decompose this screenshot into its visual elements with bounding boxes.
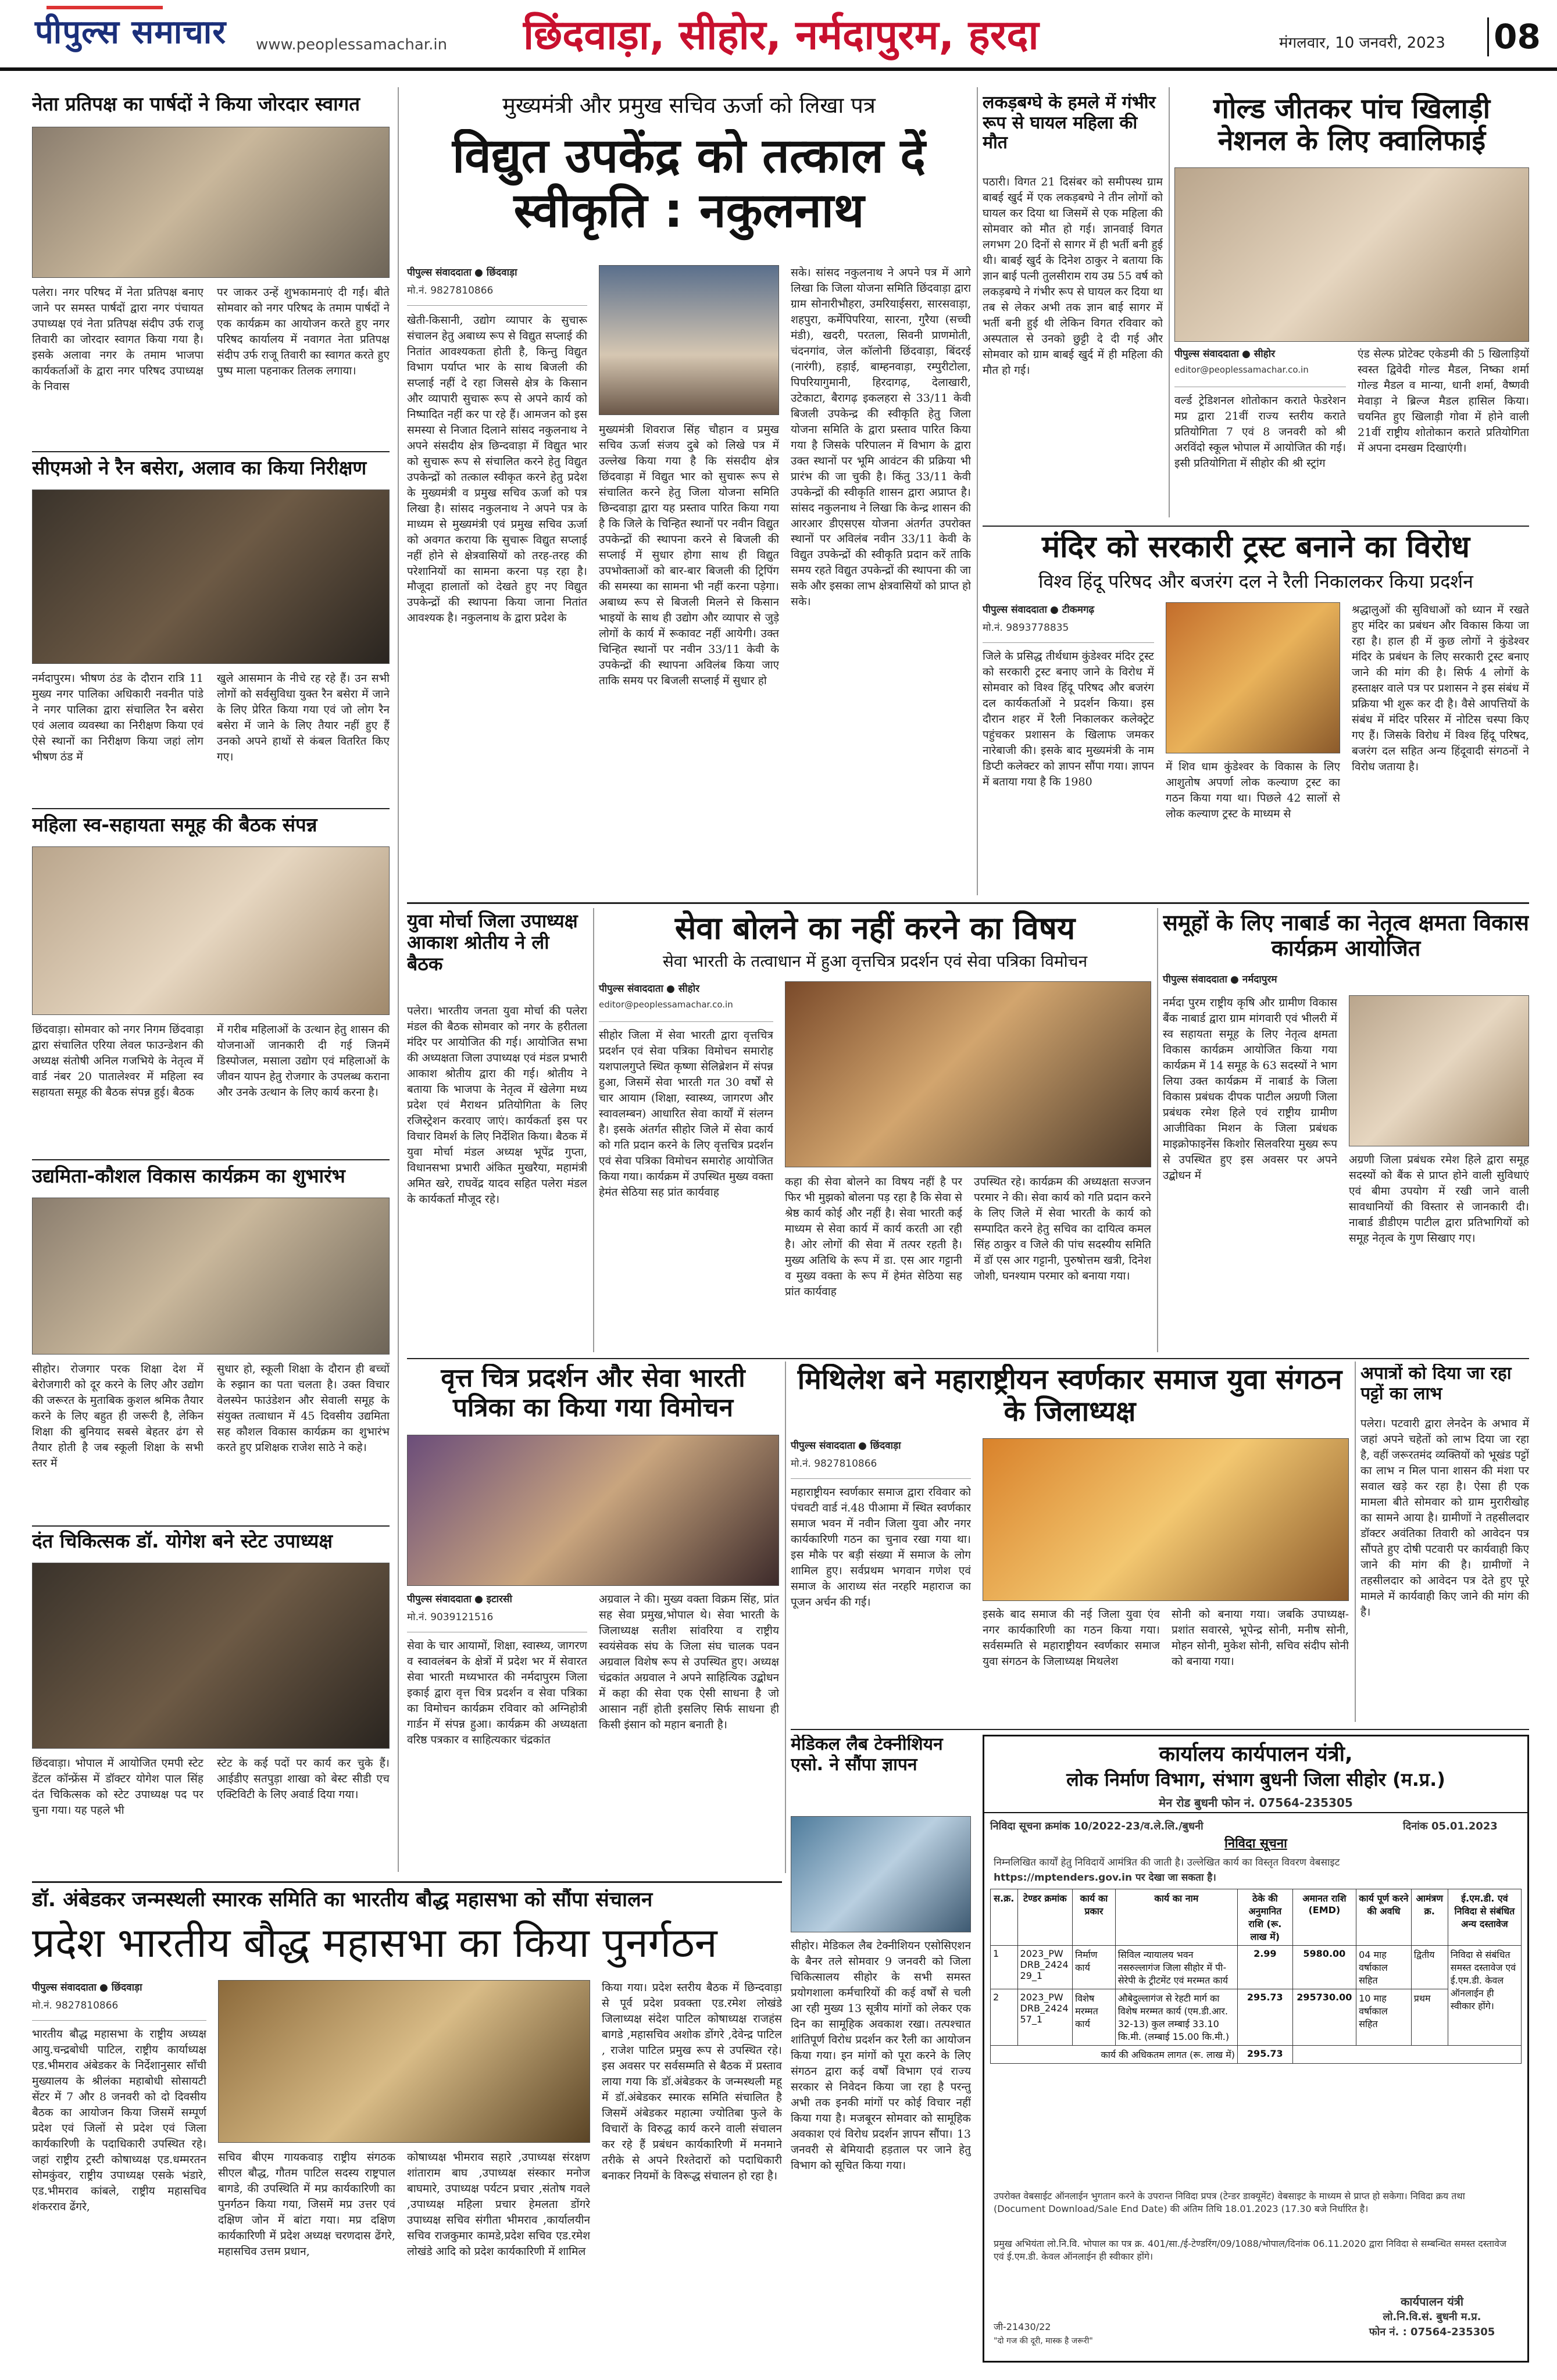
col-1: जिले के प्रसिद्ध तीर्थधाम कुंडेश्वर मंदिर ट्रस्ट को सरकारी ट्रस्ट बनाए जाने के विरोध में सोमवार को विश्व हिंदू परिषद और बजरंग दल कार्यकर्ताओं ने प्रदर्शन किया। इस दौरान शहर में रैली निकालकर कलेक्ट्रेट पहुंचकर प्रशासन के खिलाफ जमकर नारेबाजी की। इसके बाद मुख्यमंत्री के नाम डिप्टी कलेक्टर को ज्ञापन सौंपा गया। ज्ञापन में बताया गया है कि 1980 bbox=[983, 650, 1154, 788]
byline-city: छिंदवाड़ा bbox=[111, 1982, 142, 1993]
body-left: पलेरा। नगर परिषद में नेता प्रतिपक्ष बनाए जाने पर समस्त पार्षदों द्वारा नगर पंचायत उपाध्यक्ष एवं नेता प्रतिपक्ष संदीप उर्फ राजू तिवारी का जोरदार स्वागत किया गया है। इसके अलावा नगर के तमाम भाजपा कार्यकर्ताओं के द्वारा नगर परिषद उपाध्यक्ष के निवास bbox=[32, 286, 203, 393]
byline-city: नर्मदापुरम bbox=[1242, 974, 1277, 985]
byline: पीपुल्स संवाददाता bbox=[1163, 974, 1227, 985]
photo-nabard-meeting bbox=[1349, 995, 1529, 1146]
mobile-number: मो.नं. 9827810866 bbox=[32, 2000, 119, 2011]
story-mithilesh bbox=[791, 1364, 1349, 1724]
body-left: नर्मदापुरम। भीषण ठंड के दौरान रात्रि 11 मुख्य नगर पालिका अधिकारी नवनीत पांडे ने नगर पालिका द्वारा संचालित रैन बसेरा एवं अलाव व्यवस्था का निरीक्षण किया एवं ऐसे स्थानों का निरीक्षण किया जहां लोग भीषण ठंड में bbox=[32, 672, 203, 763]
col-2: अग्रवाल ने की। मुख्य वक्ता विक्रम सिंह, प्रांत सह सेवा प्रमुख,भोपाल थे। सेवा भारती के जिलाध्यक्ष सतीश सांवरिया व राष्ट्रीय स्वयंसेवक संघ के जिला संघ चालक पवन अग्रवाल विशेष रूप से उपस्थित हुए। अध्यक्ष चंद्रकांत अग्रवाल ने अपने साहित्यिक उद्बोधन में कहा की सेवा एक ऐसी साधना है जो आसान नहीं होती इसलिए सिर्फ साधना ही किसी इंसान को महान बनाती है। bbox=[599, 1593, 779, 1731]
byline-block bbox=[32, 1980, 206, 2021]
col-3: उपस्थित रहे। कार्यक्रम की अध्यक्षता सज्जन परमार ने की। सेवा कार्य को गति प्रदान करने के लिए जिले में सेवा भारती के कार्य को सम्पादित करने हेतु सचिव का दायित्व कमल सिंह ठाकुर व जिले की पांच सदस्यीय समिति में डॉ एस आर गट्टानी, पुरुषोत्तम खत्री, दिनेश जोशी, घनश्याम परमार को बनाया गया। bbox=[974, 1175, 1151, 1282]
column-divider bbox=[977, 87, 978, 895]
cell: 2 bbox=[991, 1989, 1018, 2046]
cell: 2.99 bbox=[1238, 1946, 1293, 1989]
photo-itarsi-event bbox=[407, 1435, 779, 1586]
byline-block bbox=[791, 1438, 971, 1479]
tender-notice bbox=[983, 1735, 1529, 2363]
signature-1: कार्यपालन यंत्री bbox=[1400, 2295, 1464, 2308]
body-left: छिंदवाड़ा। सोमवार को नगर निगम छिंदवाड़ा द्वारा संचालित एरिया लेवल फाउन्डेशन की अध्यक्ष संतोषी अनिल गजभिये के नेतृत्व में वार्ड नंबर 20 पातालेश्वर में महिला स्व सहायता समूह की बैठक संपन्न हुई। बैठक bbox=[32, 1023, 203, 1099]
byline-city: सीहोर bbox=[1254, 348, 1276, 360]
photo-dental-conference bbox=[32, 1563, 390, 1749]
rule bbox=[984, 1812, 1527, 1813]
headline: लकड़बग्घे के हमले में गंभीर रूप से घायल महिला की मौत bbox=[983, 93, 1156, 153]
col-1: भारतीय बौद्ध महासभा के राष्ट्रीय अध्यक्ष आयु.चन्द्रबोधी पाटिल, राष्ट्रीय कार्याध्यक्ष एड.भीमराव अंबेडकर के निर्देशानुसार साँची मुख्यालय के श्रीलंका महाबोधी सोसायटी सेंटर में 7 और 8 जनवरी को दो दिवसीय बैठक का आयोजन किया जिसमें सम्पूर्ण प्रदेश एवं जिलों से प्रदेश एवं जिला कार्यकारिणी के पदाधिकारी उपस्थित रहे। जहां राष्ट्रीय ट्रस्टी कोषाध्यक्ष एड.धम्मरतन सोमकुंवर, राष्ट्रीय उपाध्यक्ष एसके भंडारे, एड.भीमराव कांबले, राष्ट्रीय महासचिव शंकरराव ढेंगरे, bbox=[32, 2028, 206, 2213]
headline: अपात्रों को दिया जा रहा पट्टों का लाभ bbox=[1360, 1364, 1512, 1404]
masthead-tagline bbox=[47, 6, 163, 9]
story-dant bbox=[32, 1530, 390, 1877]
headline: मेडिकल लैब टेक्नीशियन एसो. ने सौंपा ज्ञापन bbox=[791, 1735, 943, 1775]
col-2: में शिव धाम कुंडेश्वर के विकास के लिए आशुतोष अपर्णा लोक कल्याण ट्रस्ट का गठन किया गया था। पिछले 42 सालों से लोक कल्याण ट्रस्ट के माध्यम से bbox=[1166, 760, 1340, 820]
col-2: एंड सेल्फ प्रोटेक्ट एकेडमी की 5 खिलाड़ियों स्वस्त द्विवेदी गोल्ड मैडल, निष्का शर्मा गोल्ड मैडल व मान्या, धानी शर्मा, वैष्णवी मेवाड़ा ने ब्रिल्ज मैडल हासिल किया। चयनित हुए खिलाड़ी गोवा में होने वाली 21वीं राष्ट्रीय शोतोकान कराते प्रतियोगिता में अपना दमखम दिखाएंगी। bbox=[1358, 348, 1529, 455]
col-2: कहा की सेवा बोलने का विषय नहीं है पर फिर भी मुझको बोलना पड़ रहा है कि सेवा से श्रेष्ठ कार्य कोई और नहीं है। सेवा भारती कई माध्यम से सेवा कार्य में कार्य करती आ रही है। ओर लोगों की सेवा में तत्पर रहती है। मुख्य अतिथि के रूप में डा. एस आर गट्टानी व मुख्य वक्ता के रूप में हेमंत सेठिया सह प्रांत कार्यवाह bbox=[785, 1175, 962, 1298]
byline: पीपुल्स संवाददाता bbox=[1174, 348, 1239, 360]
header-cell: आमंत्रण क्र. bbox=[1411, 1889, 1448, 1946]
byline-dot: ● bbox=[1050, 604, 1062, 616]
headline: गोल्ड जीतकर पांच खिलाड़ी नेशनल के लिए क्वालिफाई bbox=[1213, 93, 1491, 158]
header-cell: अमानत राशि (EMD) bbox=[1292, 1889, 1356, 1946]
byline-dot: ● bbox=[666, 983, 678, 995]
headline: युवा मोर्चा जिला उपाध्यक्ष आकाश श्रोतीय ने ली बैठक bbox=[407, 910, 578, 975]
divider bbox=[32, 1525, 390, 1527]
body: पलेरा। पटवारी द्वारा लेनदेन के अभाव में जहां अपने चहेतों को लाभ दिया जा रहा है, वहीं जरूरतमंद व्यक्तियों को भूखंड पट्टों का लाभ न मिल पाना शासन की मंशा पर सवाल खड़े कर रहा है। ऐसा ही एक मामला बीते सोमवार को ग्राम मुरारीखोह का सामने आया है। ग्रामीणों ने तहसीलदार डॉक्टर अवंतिका तिवारी को आवेदन पत्र सौंपते हुए दोषी पटवारी पर कार्यवाही किए जाने की मांग की है। ग्रामीणों ने तहसीलदार को आवेदन पत्र देते हुए पूरे मामले में कार्यवाही किए जाने की मांग की है। bbox=[1360, 1417, 1529, 1618]
byline-city: टीकमगढ़ bbox=[1062, 604, 1095, 616]
story-aparadh bbox=[1360, 1364, 1529, 1724]
kicker: डॉ. अंबेडकर जन्मस्थली स्मारक समिति का भारतीय बौद्ध महासभा को सौंपा संचालन bbox=[32, 1888, 653, 1911]
cell: 2023_PWDRB_242457_1 bbox=[1017, 1989, 1073, 2046]
photo-night-shelter bbox=[32, 489, 390, 664]
notice-url: https://mptenders.gov.in पर देखा जा सकता है। bbox=[994, 1872, 1216, 1884]
header-cell: कार्य का प्रकार bbox=[1073, 1889, 1116, 1946]
body-right: पर जाकर उन्हें शुभकामनाएं दी गईं। बीते सोमवार को नगर परिषद के तमाम पार्षदों ने एक कार्यक्रम का आयोजन करते हुए नगर परिषद कार्यालय में नवागत नेता प्रतिपक्ष संदीप उर्फ राजू तिवारी का स्वागत करते हुए पुष्प माला पहनाकर तिलक लगाया। bbox=[217, 286, 390, 377]
column-divider bbox=[1355, 1361, 1356, 1722]
cell: निर्माण कार्य bbox=[1073, 1946, 1116, 1989]
photo-buddhist-meeting bbox=[218, 1980, 590, 2143]
byline-block bbox=[407, 265, 587, 306]
photo-women-group bbox=[32, 846, 390, 1015]
email: editor@peoplessamachar.co.in bbox=[1174, 364, 1309, 375]
col-2: इसके बाद समाज की नई जिला युवा एंव नगर कार्यकारिणी का गठन किया गया। सर्वसम्मति से महाराष्ट्रीयन स्वर्णकार समाज युवा संगठन के जिलाध्यक्ष मिथलेश bbox=[983, 1608, 1160, 1668]
headline: मंदिर को सरकारी ट्रस्ट बनाने का विरोध bbox=[1041, 530, 1470, 564]
byline-block bbox=[599, 981, 773, 1022]
byline-block bbox=[1174, 346, 1346, 387]
byline-city: इटारसी bbox=[486, 1593, 512, 1605]
byline: पीपुल्स संवाददाता bbox=[791, 1440, 855, 1452]
byline-block bbox=[1163, 972, 1529, 989]
headline: महिला स्व-सहायता समूह की बैठक संपन्न bbox=[32, 814, 317, 836]
header-cell: कार्य का नाम bbox=[1115, 1889, 1237, 1946]
col-1: वर्ल्ड ट्रेडिशनल शोतोकान कराते फेडरेशन मप्र द्वारा 21वीं राज्य स्तरीय कराते प्रतियोगिता 7 एवं 8 जनवरी को श्री अरविंदो स्कूल भोपाल में आयोजित की गई। इसी प्रतियोगिता में सीहोर की श्री स्ट्रांग bbox=[1174, 394, 1346, 470]
subhead: सेवा भारती के तत्वाधान में हुआ वृत्तचित्र प्रदर्शन एवं सेवा पत्रिका विमोचन bbox=[662, 952, 1088, 971]
divider bbox=[407, 902, 1529, 904]
divider bbox=[791, 1729, 1529, 1730]
story-cmo bbox=[32, 457, 390, 806]
story-parshad bbox=[32, 93, 390, 449]
headline: सेवा बोलने का नहीं करने का विषय bbox=[674, 910, 1076, 946]
table-total-row bbox=[991, 2046, 1522, 2064]
col-4: किया गया। प्रदेश स्तरीय बैठक में छिन्दवाड़ा से पूर्व प्रदेश प्रवक्ता एड.रमेश लोखंडे जिलाध्यक्ष संदेश पाटिल कोषाध्यक्ष राजहंस बागडे ,महासचिव अशोक डोंगरे ,देवेन्द्र पाटिल , राजेश पाटिल प्रमुख रूप से उपस्थित रहे। इस अवसर पर सर्वसम्मति से बैठक में प्रस्ताव लाया गया कि डॉ.अंबेडकर के जन्मस्थली महू में डॉ.अंबेडकर स्मारक समिति संचालित है जिसमें अंबेडकर महात्मा ज्योतिबा फुले के विचारों के विरुद्ध कार्य करने वाली संचालन कर रहे हैं प्रबंधन कार्यकारिणी में मनमाने तरीके से अपने रिश्तेदारों को पदाधिकारी बनाकर नियमों के विरूद्ध संचालन हो रहा है। bbox=[602, 1981, 782, 2182]
story-nabard bbox=[1163, 910, 1529, 1352]
photo-skill-program bbox=[32, 1198, 390, 1355]
mobile-number: मो.नं. 9039121516 bbox=[407, 1611, 494, 1623]
divider bbox=[32, 1159, 390, 1160]
photo-samaj-members bbox=[983, 1438, 1349, 1601]
notice-date: दिनांक 05.01.2023 bbox=[1403, 1820, 1498, 1832]
photo-lab-technicians bbox=[791, 1816, 971, 1932]
cell: सिविल न्यायालय भवन नसरुल्लागंज जिला सीहोर में पी-सेरेपी के ट्रीटमेंट एवं मरम्मत कार्य bbox=[1115, 1946, 1237, 1989]
headline: मिथिलेश बने महाराष्ट्रीयन स्वर्णकार समाज युवा संगठन के जिलाध्यक्ष bbox=[797, 1364, 1342, 1428]
byline: पीपुल्स संवाददाता bbox=[407, 267, 472, 278]
story-ambedkar bbox=[32, 1888, 782, 2359]
divider bbox=[32, 451, 390, 452]
divider bbox=[32, 1881, 782, 1883]
byline-block bbox=[407, 1592, 587, 1632]
headline: नेता प्रतिपक्ष का पार्षदों ने किया जोरदार स्वागत bbox=[32, 93, 360, 115]
table-row bbox=[991, 1989, 1522, 2046]
byline-dot: ● bbox=[474, 267, 487, 278]
story-yuva bbox=[407, 910, 587, 1352]
mobile-number: मो.नं. 9893778835 bbox=[983, 622, 1069, 634]
col-3: कोषाध्यक्ष भीमराव सहारे ,उपाध्यक्ष संरक्षण शांताराम बाघ ,उपाध्यक्ष संस्कार मनोज बाघमारे, उपाध्यक्ष पर्यटन प्रचार ,संतोष गवले ,उपाध्यक्ष महिला प्रचार हेमलता डोंगरे उपाध्यक्ष सचिव संगीता भीमराव ,कार्यालयीन सचिव राजकुमार कामडे,प्रदेश सचिव एड.रमेश लोखंडे आदि को प्रदेश कार्यकारिणी में शामिल bbox=[407, 2151, 590, 2258]
cell: 1 bbox=[991, 1946, 1018, 1989]
cell: विशेष मरम्मत कार्य bbox=[1073, 1989, 1116, 2046]
story-udyamita bbox=[32, 1165, 390, 1523]
mobile-number: मो.नं. 9827810866 bbox=[407, 285, 494, 296]
body-left: छिंदवाड़ा। भोपाल में आयोजित एमपी स्टेट डेंटल कॉन्फ्रेंस में डॉक्टर योगेश पाल सिंह दंत चिकित्सक को स्टेट उपाध्यक्ष पद पर चुना गया। यह पहले भी bbox=[32, 1757, 203, 1817]
mobile-number: मो.नं. 9827810866 bbox=[791, 1458, 877, 1470]
signature-3: फोन नं. : 07564-235305 bbox=[1369, 2326, 1495, 2338]
body-right: सुधार हो, स्कूली शिक्षा के दौरान ही बच्चों के रुझान का पता चलता है। उक्त विचार वेलस्पेन फाउंडेशन और सेवाली समूह के संयुक्त तत्वाधान में 45 दिवसीय उद्यमिता सह कौशल विकास कार्यक्रम का शुभारंभ करते हुए प्रशिक्षक राजेश साठे ने कहे। bbox=[217, 1363, 390, 1454]
tender-table-header bbox=[991, 1889, 1522, 1946]
byline-dot: ● bbox=[1230, 974, 1242, 985]
col-2: सचिव बीएम गायकवाड़ राष्ट्रीय संगठक सीएल बौद्ध, गौतम पाटिल सदस्य राष्ट्रपाल बागडे, की उपस्थिति में मप्र कार्यकारिणी का पुनर्गठन किया गया, जिसमें मप्र उत्तर एवं दक्षिण जोन में बांटा गया। मप्र दक्षिण कार्यकारिणी में प्रदेश अध्यक्ष चरणदास ढेंगरे, महासचिव उत्तम प्रधान, bbox=[218, 2151, 395, 2258]
cell: 5980.00 bbox=[1292, 1946, 1356, 1989]
email: editor@peoplessamachar.co.in bbox=[599, 999, 733, 1010]
col-3: श्रद्धालुओं की सुविधाओं को ध्यान में रखते हुए मंदिर का प्रबंधन और विकास किया जा रहा है। हाल ही में कुछ लोगों ने कुंडेश्वर मंदिर के प्रबंधन के लिए सरकारी ट्रस्ट बनाए जाने की मांग की है। सिर्फ 4 लोगों के हस्ताक्षर वाले पत्र पर प्रशासन ने इस संबंध में प्रक्रिया भी शुरू कर दी है। वैसे आपत्तियों के संबंध में मंदिर परिसर में नोटिस चस्पा किए गए हैं। जिसके विरोध में विश्व हिंदू परिषद, बजरंग दल सहित अन्य हिंदूवादी संगठनों ने विरोध जताया है। bbox=[1352, 603, 1529, 773]
cell: निविदा से संबंधित समस्त दस्तावेज एवं ई.एम.डी. केवल ऑनलाईन ही स्वीकार होंगे। bbox=[1448, 1946, 1521, 2046]
masthead bbox=[0, 0, 1557, 71]
headline: सीएमओ ने रैन बसेरा, अलाव का किया निरीक्षण bbox=[32, 457, 367, 479]
col-1: खेती-किसानी, उद्योग व्यापार के सुचारू संचालन हेतु अबाध्य रूप से विद्युत सप्लाई की नितांत आवश्यकता होती है, किन्तु विद्युत विभाग पर्याप्त भार के साथ बिजली की सप्लाई नहीं दे रहा जिससे क्षेत्र के किसान और व्यापारी सुचारू रूप से अपने कार्य को निष्पादित नहीं कर पा रहे हैं। आमजन को इस समस्या से निजात दिलाने सांसद नकुलनाथ ने अपने संसदीय क्षेत्र छिन्दवाड़ा में विद्युत भार को सुचारू रूप से संचालित करने हेतु विद्युत उपकेन्द्रों को तत्काल स्वीकृत करने हेतु प्रदेश के मुख्यमंत्री व प्रमुख सचिव ऊर्जा को पत्र लिखा है। सांसद नकुलनाथ ने अपने पत्र के माध्यम से मुख्यमंत्री एवं प्रमुख सचिव ऊर्जा को अवगत कराया कि सुचारू विद्युत सप्लाई नहीं होने से क्षेत्रवासियों को तरह-तरह की परेशानियों का सामना करना पड़ रहा है। मौजूदा हालातों को देखते हुए नए विद्युत उपकेन्द्रों की स्थापना किया जाना नितांत आवश्यक है। नकुलनाथ के द्वारा प्रदेश के bbox=[407, 314, 587, 625]
body-left: सीहोर। रोजगार परक शिक्षा देश में बेरोजगारी को दूर करने के लिए और उद्योग की जरूरत के मुताबिक कुशल श्रमिक तैयार करने के लिए बहुत ही जरूरी है, लेकिन शिक्षा की बुनियाद सबसे बेहतर ढंग से तैयार होती है जब स्कूली शिक्षा के सभी स्तर में bbox=[32, 1363, 203, 1470]
subhead: विश्व हिंदू परिषद और बजरंग दल ने रैली निकालकर किया प्रदर्शन bbox=[1038, 571, 1473, 592]
body-right: खुले आसमान के नीचे रह रहे हैं। उन सभी लोगों को सर्वसुविधा युक्त रैन बसेरा में जाने के लिए प्रेरित किया गया एवं जो लोग रैन बसेरा में जाने के लिए तैयार नहीं हुए हैं उनको अपने हाथों से कंबल वितरित किए गए। bbox=[217, 672, 390, 763]
col-1: महाराष्ट्रीयन स्वर्णकार समाज द्वारा रविवार को पंचवटी वार्ड नं.48 पीआमा में स्थित स्वर्णकार समाज भवन में नवीन जिला युवा और नगर कार्यकारिणी गठन का चुनाव रखा गया था। इस मौके पर बड़ी संख्या में समाज के लोग शामिल हुए। सर्वप्रथम भगवान गणेश एवं समाज के आराध्य संत नरहरि महाराज का पूजन अर्चन की गई। bbox=[791, 1486, 971, 1609]
header-cell: कार्य पूर्ण करने की अवधि bbox=[1356, 1889, 1412, 1946]
photo-nakulnath bbox=[599, 265, 779, 415]
cell: 04 माह वर्षाकाल सहित bbox=[1356, 1946, 1412, 1989]
cell: प्रथम bbox=[1411, 1989, 1448, 2046]
story-mandir bbox=[983, 530, 1529, 895]
headline: समूहों के लिए नाबार्ड का नेतृत्व क्षमता विकास कार्यक्रम आयोजित bbox=[1163, 910, 1529, 961]
cell: औबेदुल्लागंज से रेहटी मार्ग का विशेष मरम्मत कार्य (एम.डी.आर. 32-13) कुल लम्बाई 33.10 कि.मी. (लम्बाई 15.00 कि.मी.) bbox=[1115, 1989, 1237, 2046]
cell: 295.73 bbox=[1238, 1989, 1293, 2046]
tender-table bbox=[990, 1889, 1522, 2064]
byline-dot: ● bbox=[1242, 348, 1254, 360]
empty-cell bbox=[1292, 2046, 1521, 2064]
byline: पीपुल्स संवाददाता bbox=[983, 604, 1047, 616]
page-number: 08 bbox=[1487, 17, 1545, 56]
signature-2: लो.नि.वि.सं. बुधनी म.प्र. bbox=[1383, 2311, 1481, 2323]
body: सीहोर। मेडिकल लैब टेक्नीशियन एसोसिएशन के बैनर तले सोमवार 9 जनवरी को जिला चिकित्सालय सीहोर के सभी समस्त प्रयोगशाला कर्मचारियों की कई वर्षों से चली आ रही मुख्य 13 सूत्रीय मांगों को लेकर एक दिन का सामूहिक अवकाश रखा। तत्पश्चात शांतिपूर्ण विरोध प्रदर्शन कर रैली का आयोजन किया गया। इन मांगों को पूरा करने के लिए संगठन द्वारा कई वर्षों विभाग एवं राज्य सरकार से निवेदन किया जा रहा है परन्तु अभी तक इनकी मांगों पर कोई विचार नहीं किया गया है। मजबूरन सोमवार को सामूहिक अवकाश एवं विरोध प्रदर्शन ज्ञापन सौंपा। 13 जनवरी से बेमियादी हड़ताल पर जाने हेतु विभाग को सूचित किया गया। bbox=[791, 1939, 971, 2172]
office-line2: लोक निर्माण विभाग, संभाग बुधनी जिला सीहोर (म.प्र.) bbox=[1066, 1768, 1445, 1791]
photo-karate-players bbox=[1174, 167, 1529, 342]
total-label: कार्य की अधिकतम लागत (रू. लाख में) bbox=[991, 2046, 1238, 2064]
office-line1: कार्यालय कार्यपालन यंत्री, bbox=[1159, 1742, 1353, 1766]
col-3: सोनी को बनाया गया। जबकि उपाध्यक्ष-प्रशांत सवारसे, भूपेन्द्र सोनी, मनीष सोनी, मोहन सोनी, मुकेश सोनी, सचिव संदीप सोनी को बनाया गया। bbox=[1172, 1608, 1349, 1668]
story-vidyut bbox=[407, 93, 971, 895]
divider bbox=[407, 1358, 1529, 1359]
byline: पीपुल्स संवाददाता bbox=[407, 1593, 472, 1605]
column-divider bbox=[785, 1361, 786, 1873]
photo-parshad-welcome bbox=[32, 127, 390, 278]
story-medical bbox=[791, 1735, 971, 2357]
cell: 2023_PWDRB_242429_1 bbox=[1017, 1946, 1073, 1989]
headline: उद्यमिता-कौशल विकास कार्यक्रम का शुभारंभ bbox=[32, 1165, 345, 1187]
headline: विद्युत उपकेंद्र को तत्काल दें स्वीकृति : नकुलनाथ bbox=[452, 129, 926, 239]
issue-date: मंगलवार, 10 जनवरी, 2023 bbox=[1279, 34, 1445, 52]
cell: द्वितीय bbox=[1411, 1946, 1448, 1989]
header-cell: स.क्र. bbox=[991, 1889, 1018, 1946]
col-2: मुख्यमंत्री शिवराज सिंह चौहान व प्रमुख सचिव ऊर्जा संजय दुबे को लिखे पत्र में उल्लेख किया गया है कि संसदीय क्षेत्र छिंदवाड़ा में विद्युत भार को सुचारू रूप से संचालित करने हेतु जिला योजना समिति छिन्दवाड़ा द्वारा यह प्रस्ताव पारित किया गया है कि जिले के चिन्हित स्थानों पर नवीन विद्युत उपकेन्द्रों की स्थापना करने से बिजली की सप्लाई में सुधार होगा साथ ही विद्युत उपभोक्ताओं को बार-बार बिजली की ट्रिपिंग की समस्या का सामना भी नहीं करना पड़ेगा। अबाध्य रूप से बिजली मिलने से किसान भाइयों के साथ ही उद्योग और व्यापार से जुड़े लोगों के कार्य में रूकावट नहीं आयेगी। उक्त चिन्हित स्थानों पर नवीन 33/11 केवी के उपकेन्द्रों की स्थापना अविलंब किया जाए ताकि समय पर बिजली सप्लाई में सुधार हो bbox=[599, 423, 779, 687]
col-1: नर्मदा पुरम राष्ट्रीय कृषि और ग्रामीण विकास बैंक नाबार्ड द्वारा ग्राम मांगवारी एवं भीलरी में स्व सहायता समूह के लिए नेतृत्व क्षमता विकास कार्यक्रम आयोजित किया गया कार्यक्रम में 14 समूह के 63 सदस्यों ने भाग लिया उक्त कार्यक्रम में नाबार्ड के जिला विकास प्रबंधक दीपक पाटील अग्रणी जिला प्रबंधक रमेश हिले एवं राष्ट्रीय ग्रामीण आजीविका मिशन के जिला प्रबंधक माइक्रोफाइनेंस किशोर सिलवरिया मुख्य रूप से उपस्थित हुए इस अवसर पर अपने उद्बोधन में bbox=[1163, 996, 1337, 1182]
body: पठारी। विगत 21 दिसंबर को समीपस्थ ग्राम बाबई खुर्द में एक लकड़बग्घे ने तीन लोगों को घायल कर दिया था जिसमें से एक महिला की सोमवार को मौत हो गई। ज्ञानवाई विगत लगभग 20 दिनों से सागर में ही भर्ती बनी हुई थी। बाबई खुर्द के दिनेश ठाकुर ने बताया कि ज्ञान बाई पत्नी तुलसीराम राय उम्र 55 वर्ष को लकड़बग्घे ने गंभीर रूप से घायल कर दिया था तब से लेकर अभी तक ज्ञान बाई सागर में भर्ती बनी हुई थी लेकिन विगत रविवार को अस्पताल से उनको छुट्टी दे दी गई और सोमवार को ग्राम बाबई खुर्द में ही महिला की मौत हो गई। bbox=[983, 176, 1163, 377]
story-vrutta bbox=[407, 1364, 779, 1875]
byline-dot: ● bbox=[474, 1593, 487, 1605]
body-right: स्टेट के कई पदों पर कार्य कर चुके हैं। आईडीए सतपुड़ा शाखा को बेस्ट सीडी एच एक्टिविटी के लिए अवार्ड दिया गया। bbox=[217, 1757, 390, 1801]
newspaper-logo: पीपुल्स समाचार bbox=[35, 13, 227, 51]
body: पलेरा। भारतीय जनता युवा मोर्चा की पलेरा मंडल की बैठक सोमवार को नगर के हरीतला मंदिर पर आयोजित की गई। आयोजित सभा की अध्यक्षता जिला उपाध्यक्ष एवं मंडल प्रभारी आकाश श्रोतीय द्वारा की गई। श्रोतीय ने बताया कि भाजपा के नेतृत्व में खेलेगा मध्य प्रदेश एवं मैराथन प्रतियोगिता के लिए रजिस्ट्रेशन करवाए जाएं। कार्यकर्ता इस पर विचार विमर्श के लिए निर्देशित किया। बैठक में युवा मोर्चा मंडल अध्यक्ष भूपेंद्र गुप्ता, विधानसभा प्रभारी अंकित मुखरैया, महामंत्री अमित खरे, राघवेंद्र यादव सहित पलेरा मंडल के कार्यकर्ता मौजूद रहे। bbox=[407, 1005, 587, 1206]
notice-title: निविदा सूचना bbox=[1224, 1836, 1287, 1851]
byline-dot: ● bbox=[858, 1440, 870, 1452]
total-value: 295.73 bbox=[1238, 2046, 1293, 2064]
byline-dot: ● bbox=[99, 1982, 112, 1993]
divider bbox=[32, 808, 390, 809]
col-2: अग्रणी जिला प्रबंधक रमेश हिले द्वारा समूह सदस्यों को बैंक से प्राप्त होने वाली सुविधाएं एवं बीमा उपयोग में रखी जाने वाली सावधानियों की विस्तार से जानकारी दी। नाबार्ड डीडीएम पाटील द्वारा प्रतिभागियों को समूह नेतृत्व के गुण सिखाए गए। bbox=[1349, 1153, 1529, 1245]
byline: पीपुल्स संवाददाता bbox=[599, 983, 663, 995]
notice-number: निविदा सूचना क्रमांक 10/2022-23/व.ले.लि./बुधनी bbox=[990, 1820, 1204, 1832]
ref-number: जी-21430/22 bbox=[994, 2321, 1051, 2332]
headline: प्रदेश भारतीय बौद्ध महासभा का किया पुनर्गठन bbox=[32, 1920, 717, 1967]
story-lakadbaghe bbox=[983, 93, 1163, 523]
footer-note-2: प्रमुख अभियंता लो.नि.वि. भोपाल का पत्र क्र. 401/सा./ई-टेण्डरिंग/09/1088/भोपाल/दिनांक 06.11.2020 द्वारा निविदा से सम्बन्धित समस्त दस्तावेज एवं ई.एम.डी. केवल ऑनलाईन ही स्वीकार होंगे। bbox=[994, 2238, 1506, 2263]
headline: वृत्त चित्र प्रदर्शन और सेवा भारती पत्रिका का किया गया विमोचन bbox=[441, 1364, 745, 1423]
byline: पीपुल्स संवाददाता bbox=[32, 1982, 97, 1993]
cell: 295730.00 bbox=[1292, 1989, 1356, 2046]
photo-protest-rally bbox=[1166, 602, 1340, 753]
body-right: में गरीब महिलाओं के उत्थान हेतु शासन की योजनाओं जानकारी दी गई जिनमें डिस्पोजल, मसाला उद्योग एवं महिलाओं के जीवन यापन हेतु रोजगार के उपलब्ध कराना और उनके उत्थान के लिए कार्य करना है। bbox=[217, 1023, 390, 1099]
column-divider bbox=[593, 908, 594, 1352]
story-seva bbox=[599, 910, 1151, 1352]
cell: 10 माह वर्षाकाल सहित bbox=[1356, 1989, 1412, 2046]
story-mahila bbox=[32, 814, 390, 1157]
col-1: सीहोर जिला में सेवा भारती द्वारा वृत्तचित्र प्रदर्शन एवं सेवा पत्रिका विमोचन समारोह यशपालगुप्ते स्थित कृष्णा सेलिब्रेशन में संपन्न हुआ, जिसमें सेवा भारती गत 30 वर्षों से चार आयाम (शिक्षा, स्वास्थ्य, जागरण और स्वावलम्बन) आधारित सेवा कार्यों में संलग्न है। इसके अंतर्गत सीहोर जिले में सेवा कार्य को गति प्रदान करने के लिए वृत्तचित्र प्रदर्शन एवं सेवा पत्रिका विमोचन समारोह आयोजित किया गया। कार्यक्रम में उपस्थित मुख्य वक्ता हेमंत सेठिया सह प्रांत कार्यवाह bbox=[599, 1029, 773, 1199]
header-cell: ठेके की अनुमानित राशि (रू. लाख में) bbox=[1238, 1889, 1293, 1946]
office-address: मेन रोड बुधनी फोन नं. 07564-235305 bbox=[1159, 1796, 1353, 1810]
footer-note-1: उपरोक्त वेबसाईट ऑनलाईन भुगतान करने के उपरान्त निविदा प्रपत्र (टेन्डर डाक्यूमेंट) वेबसाइट के माध्यम से प्राप्त हो सकेगा। निविदा क्रय तथा (Document Download/Sale End Date) की अंतिम तिथि 18.01.2023 (17.30 बजे निर्धारित है। bbox=[994, 2190, 1465, 2215]
headline: दंत चिकित्सक डॉ. योगेश बने स्टेट उपाध्यक्ष bbox=[32, 1530, 333, 1552]
column-divider bbox=[1169, 87, 1170, 517]
header-cell: ई.एम.डी. एवं निविदा से संबंधित अन्य दस्तावेज bbox=[1448, 1889, 1521, 1946]
header-cell: टेण्डर क्रमांक bbox=[1017, 1889, 1073, 1946]
col-3: सके। सांसद नकुलनाथ ने अपने पत्र में आगे लिखा कि जिला योजना समिति छिंदवाड़ा द्वारा ग्राम सोनारीभौहरा, उमरियाईसरा, सारसवाड़ा, शहपुरा, कर्मेपिपरिया, सारना, गुरैया (सच्ची मंडी), खदरी, परतला, सिवनी प्राणमोती, चंदनगांव, जेल कॉलोनी छिंदवाड़ा, बिंदरई (नारंगी), हड़ाई, बाम्हनवाड़ा, रम्पुरीटोला, पिपरियागुमानी, हिरदागढ़, देलाखारी, उटेकाटा, बैरागढ़ इकलहरा से 33/11 केवी बिजली उपकेन्द्र की स्वीकृति हेतु जिला योजना समिति के द्वारा प्रस्ताव पारित किया गया है जिसके परिपालन में विभाग के द्वारा उक्त स्थानों पर भूमि आवंटन की प्रक्रिया भी प्रारंभ की जा चुकी है। किंतु 33/11 केवी उपकेन्द्रों की स्वीकृति शासन द्वारा अप्राप्त है। सांसद नकुलनाथ ने लिखा कि केन्द्र शासन की आरआर डीएसएस योजना अंतर्गत उपरोक्त स्थानों पर अविलंब नवीन 33/11 केवी के विद्युत उपकेन्द्रों की स्वीकृति प्रदान करें ताकि समय रहते विद्युत उपकेन्द्रों की स्थापना की जा सके और इसका लाभ क्षेत्रवासियों को प्राप्त हो सके। bbox=[791, 266, 971, 609]
region-title: छिंदवाड़ा, सीहोर, नर्मदापुरम, हरदा bbox=[523, 11, 1039, 59]
column-divider bbox=[1157, 908, 1158, 1352]
col-1: सेवा के चार आयामों, शिक्षा, स्वास्थ्य, जागरण व स्वावलंबन के क्षेत्रों में प्रदेश भर में सेवारत सेवा भारती मध्यभारत की नर्मदापुरम जिला इकाई द्वारा वृत्त चित्र प्रदर्शन व सेवा पत्रिका का विमोचन कार्यक्रम रविवार को अग्निहोत्री गार्डन में संपन्न हुआ। कार्यक्रम की अध्यक्षता वरिष्ठ पत्रकार व साहित्यकार चंद्रकांत bbox=[407, 1639, 587, 1746]
divider bbox=[983, 526, 1529, 527]
website-url: www.peoplessamachar.in bbox=[256, 36, 448, 53]
byline-city: छिंदवाड़ा bbox=[486, 267, 517, 278]
story-gold bbox=[1174, 93, 1529, 523]
byline-city: छिंदवाड़ा bbox=[870, 1440, 901, 1452]
byline-block bbox=[983, 602, 1154, 643]
kicker: मुख्यमंत्री और प्रमुख सचिव ऊर्जा को लिखा पत्र bbox=[502, 93, 876, 118]
table-row bbox=[991, 1946, 1522, 1989]
notice-intro: निम्नलिखित कार्यों हेतु निविदायें आमंत्रित की जाती है। उल्लेखित कार्य का विस्तृत विवरण वेबसाइट bbox=[994, 1857, 1340, 1868]
column-divider bbox=[398, 87, 399, 1872]
photo-seva-bharati-event bbox=[785, 981, 1151, 1167]
byline-city: सीहोर bbox=[678, 983, 700, 995]
slogan: "दो गज की दूरी, मास्क है जरूरी" bbox=[994, 2336, 1093, 2346]
